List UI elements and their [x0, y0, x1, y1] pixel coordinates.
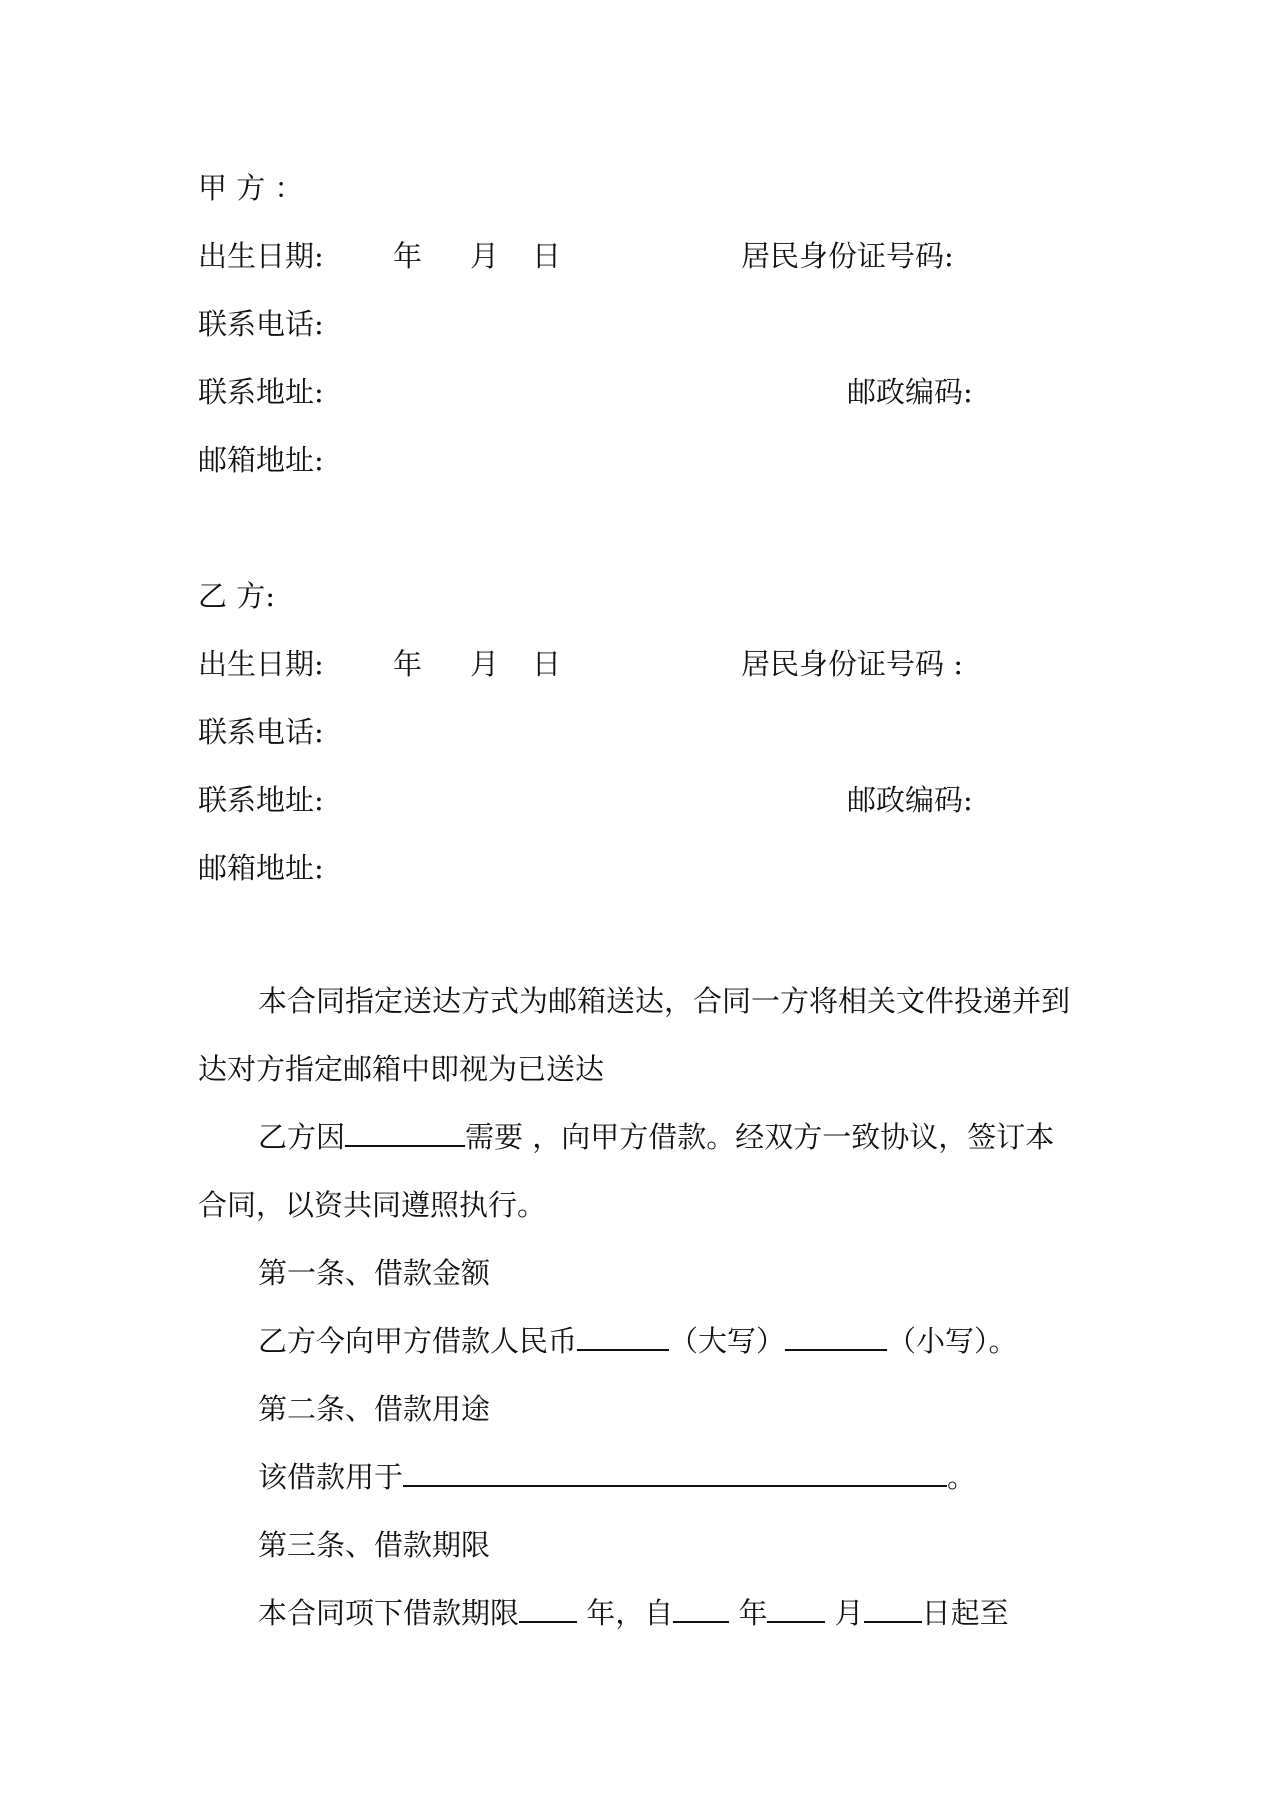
amount-upper-blank[interactable] — [577, 1323, 669, 1351]
amount-lower-label: （小写）。 — [887, 1324, 1018, 1358]
purpose-blank[interactable] — [403, 1459, 947, 1487]
start-year-label: 年 — [729, 1596, 768, 1630]
party-b-id-label: 居民身份证号码 : — [741, 647, 963, 681]
term-length-blank[interactable] — [519, 1595, 577, 1623]
delivery-clause-line1: 本合同指定送达方式为邮箱送达，合同一方将相关文件投递并到 — [258, 984, 1071, 1018]
start-month-label: 月 — [825, 1596, 864, 1630]
party-b-birth-label: 出生日期: — [198, 647, 324, 681]
party-a-email-label: 邮箱地址: — [198, 443, 324, 477]
party-a-postcode-label: 邮政编码: — [847, 375, 973, 409]
party-a-title: 甲 方 ： — [198, 171, 304, 205]
start-year-blank[interactable] — [673, 1595, 729, 1623]
amount-prefix: 乙方今向甲方借款人民币 — [258, 1324, 578, 1358]
purpose-suffix: 。 — [947, 1460, 977, 1494]
reason-blank[interactable] — [345, 1119, 465, 1147]
delivery-clause-line2: 达对方指定邮箱中即视为已送达 — [198, 1052, 605, 1086]
party-a-address-label: 联系地址: — [198, 375, 324, 409]
party-b-year: 年 — [393, 647, 423, 681]
term-prefix: 本合同项下借款期限 — [258, 1596, 520, 1630]
reason-prefix: 乙方因 — [258, 1120, 346, 1154]
term-line — [258, 1595, 1009, 1631]
reason-line1 — [258, 1119, 1054, 1155]
amount-upper-label: （大写） — [669, 1324, 786, 1358]
start-month-blank[interactable] — [767, 1595, 825, 1623]
party-b-title: 乙 方: — [198, 579, 275, 613]
article3-title: 第三条、借款期限 — [258, 1528, 491, 1562]
party-b-month: 月 — [470, 647, 500, 681]
party-a-birth-label: 出生日期: — [198, 239, 324, 273]
article2-title: 第二条、借款用途 — [258, 1392, 491, 1426]
party-b-email-label: 邮箱地址: — [198, 851, 324, 885]
start-day-label: 日起至 — [921, 1596, 1009, 1630]
purpose-line — [258, 1459, 976, 1495]
party-a-phone-label: 联系电话: — [198, 307, 324, 341]
article1-title: 第一条、借款金额 — [258, 1256, 491, 1290]
amount-line — [258, 1323, 1018, 1359]
party-b-day: 日 — [532, 647, 562, 681]
start-day-blank[interactable] — [864, 1595, 922, 1623]
reason-line2: 合同，以资共同遵照执行。 — [198, 1188, 547, 1222]
party-b-postcode-label: 邮政编码: — [847, 783, 973, 817]
party-a-month: 月 — [470, 239, 500, 273]
reason-suffix: 需要 ，向甲方借款。经双方一致协议，签订本 — [465, 1120, 1055, 1154]
party-a-year: 年 — [393, 239, 423, 273]
amount-lower-blank[interactable] — [785, 1323, 887, 1351]
purpose-prefix: 该借款用于 — [258, 1460, 404, 1494]
party-a-id-label: 居民身份证号码: — [741, 239, 954, 273]
party-a-day: 日 — [532, 239, 562, 273]
term-year-label: 年，自 — [577, 1596, 674, 1630]
party-b-address-label: 联系地址: — [198, 783, 324, 817]
party-b-phone-label: 联系电话: — [198, 715, 324, 749]
